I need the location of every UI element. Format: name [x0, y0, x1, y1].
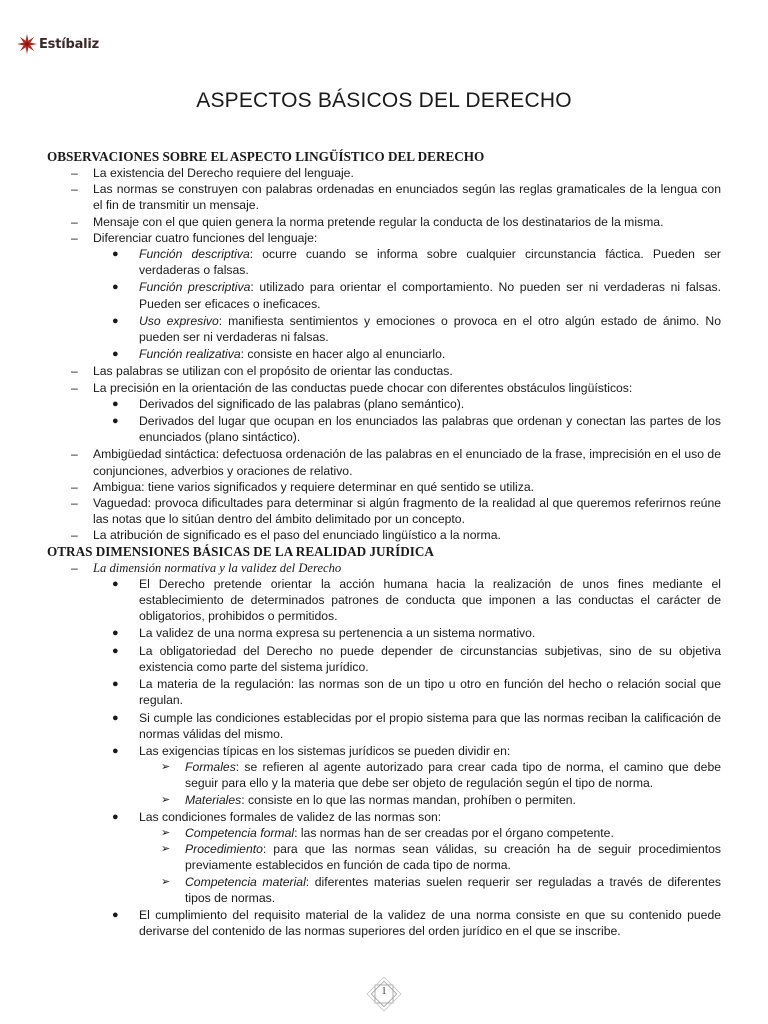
list-item: ● El Derecho pretende orientar la acción humana hacia la realización de unos fines mediante el establecimiento de determinados patrones de conducta que imponen a las conductas el carácter de obligatorios, prohibidos o permitidos. — [112, 576, 721, 624]
list-item: ● Derivados del significado de las palabras (plano semántico). — [112, 396, 465, 411]
list-item: – Diferenciar cuatro funciones del lenguaje: ● Función descriptiva: ocurre cuando se informa sobre cualquier circunstancia fáctica. Pueden ser verdaderas o falsas. ● Función prescriptiva: utilizado para orientar el comportamiento. No pueden ser ni verdaderas ni falsas. Pueden ser eficaces o ineficaces. ● Uso expresivo: manifiesta sentimientos y emociones o provoca en el otro algún estado de ánimo. No pueden ser ni verdaderas ni falsas. ● Función realizativa: consiste en hacer algo al enunciarlo. — [71, 230, 721, 362]
list-item: – La dimensión normativa y la validez del Derecho ● El Derecho pretende orientar la acción humana hacia la realización de unos fines mediante el establecimiento de determinados patrones de conducta que imponen a las conductas el carácter de obligatorios, prohibidos o permitidos. ● La validez de una norma expresa su pertenencia a un sistema normativo. ● La obligatoriedad del Derecho no puede depender de circunstancias subjetivas, sino de su objetiva existencia como parte del sistema jurídico. ● La materia de la regulación: las normas son de un tipo u otro en función del hecho o relación social que regulan. ● Si cumple las condiciones establecidas por el propio sistema para que las normas reciban la calificación de normas válidas del mismo. ● Las exigencias típicas en los sistemas jurídicos se pueden dividir en: ➢ Formales: se refieren al agente autorizado para crear cada tipo de norma, el camino que debe seguir para ello y la materia que debe ser objeto de regulación según el tipo de norma. ➢ Materiales: consiste en lo que las normas mandan, prohíben o permiten. ● Las condiciones formales de validez de las normas son: ➢ Competencia formal: las normas han de ser creadas por el órgano competente. ➢ Procedimiento: para que las normas sean válidas, su creación ha de seguir procedimientos previamente establecidos en función de cada tipo de norma. ➢ Competencia material: diferentes materias suelen requerir ser reguladas a través de diferentes tipos de normas. ● El cumplimiento del requisito material de la validez de una norma consiste en que su contenido puede derivarse del contenido de las normas superiores del orden jurídico en el que se inscribe. — [71, 560, 721, 939]
list-item: ➢ Competencia formal: las normas han de ser creadas por el órgano competente. — [161, 825, 614, 840]
page-title: ASPECTOS BÁSICOS DEL DERECHO — [196, 89, 572, 112]
document-body — [47, 149, 721, 940]
list-item: ● El cumplimiento del requisito material de la validez de una norma consiste en que su contenido puede derivarse del contenido de las normas superiores del orden jurídico en el que se inscribe. — [112, 907, 721, 939]
star-flower-icon — [16, 33, 38, 55]
brand-logo — [16, 30, 99, 58]
conditions-list — [139, 825, 721, 906]
requirements-list — [139, 759, 721, 808]
section2-list — [47, 560, 721, 940]
list-item: ● La obligatoriedad del Derecho no puede depender de circunstancias subjetivas, sino de su objetiva existencia como parte del sistema jurídico. — [112, 643, 721, 674]
list-item: – Ambigüedad sintáctica: defectuosa ordenación de las palabras en el enunciado de la frase, imprecisión en el uso de conjunciones, adverbios y oraciones de relativo. — [71, 447, 721, 478]
subheading: La dimensión normativa y la validez del Derecho — [93, 560, 342, 575]
list-item: – La precisión en la orientación de las conductas puede chocar con diferentes obstáculos lingüísticos: ● Derivados del significado de las palabras (plano semántico). ● Derivados del lugar que ocupan en los enunciados las palabras que ordenan y conectan las partes de los enunciados (plano sintáctico). — [71, 380, 721, 445]
list-item: ➢ Materiales: consiste en lo que las normas mandan, prohíben o permiten. — [161, 792, 576, 807]
section-heading-linguistic: OBSERVACIONES SOBRE EL ASPECTO LINGÜÍSTICO DEL DERECHO — [47, 149, 485, 164]
list-item: ➢ Procedimiento: para que las normas sean válidas, su creación ha de seguir procedimientos previamente establecidos en función de cada tipo de norma. — [161, 842, 721, 873]
list-item: – La existencia del Derecho requiere del lenguaje. — [71, 166, 354, 180]
list-item: ● Función descriptiva: ocurre cuando se informa sobre cualquier circunstancia fáctica. Pueden ser verdaderas o falsas. — [112, 247, 721, 278]
page-number — [366, 976, 402, 1012]
list-item: – Las palabras se utilizan con el propósito de orientar las conductas. — [71, 364, 453, 379]
list-item: ● Uso expresivo: manifiesta sentimientos y emociones o provoca en el otro algún estado de ánimo. No pueden ser ni verdaderas ni falsas. — [112, 313, 721, 345]
list-item: ● La validez de una norma expresa su pertenencia a un sistema normativo. — [112, 626, 536, 641]
normative-dimension-list — [93, 576, 721, 939]
obstacles-list — [93, 396, 721, 446]
list-item: – Mensaje con el que quien genera la norma pretende regular la conducta de los destinatarios de la misma. — [71, 214, 664, 229]
list-item: ● La materia de la regulación: las normas son de un tipo u otro en función del hecho o relación social que regulan. — [112, 677, 721, 708]
list-item: ➢ Competencia material: diferentes materias suelen requerir ser reguladas a través de diferentes tipos de normas. — [161, 874, 721, 905]
list-item: ● Derivados del lugar que ocupan en los enunciados las palabras que ordenan y conectan las partes de los enunciados (plano sintáctico). — [112, 414, 721, 445]
list-item: – Ambigua: tiene varios significados y requiere determinar en qué sentido se utiliza. — [71, 479, 535, 494]
list-item: ● Si cumple las condiciones establecidas por el propio sistema para que las normas reciban la calificación de normas válidas del mismo. — [112, 710, 721, 741]
list-item: ➢ Formales: se refieren al agente autorizado para crear cada tipo de norma, el camino que debe seguir para ello y la materia que debe ser objeto de regulación según el tipo de norma. — [161, 760, 721, 791]
page-number-text: 1 — [381, 986, 387, 997]
list-item: – Las normas se construyen con palabras ordenadas en enunciados según las reglas gramaticales de la lengua con el fin de transmitir un mensaje. — [71, 182, 721, 213]
section1-list — [47, 165, 721, 544]
list-item: ● Función prescriptiva: utilizado para orientar el comportamiento. No pueden ser ni verdaderas ni falsas. Pueden ser eficaces o ineficaces. — [112, 280, 721, 311]
list-item: ● Función realizativa: consiste en hacer algo al enunciarlo. — [112, 347, 446, 362]
list-item: – Vaguedad: provoca dificultades para determinar si algún fragmento de la realidad al que queremos referirnos reúne las notas que lo sitúan dentro del ámbito delimitado por un concepto. — [71, 496, 721, 527]
list-item: ● Las exigencias típicas en los sistemas jurídicos se pueden dividir en: ➢ Formales: se refieren al agente autorizado para crear cada tipo de norma, el camino que debe seguir para ello y la materia que debe ser objeto de regulación según el tipo de norma. ➢ Materiales: consiste en lo que las normas mandan, prohíben o permiten. — [112, 743, 721, 807]
list-item: ● Las condiciones formales de validez de las normas son: ➢ Competencia formal: las normas han de ser creadas por el órgano competente. ➢ Procedimiento: para que las normas sean válidas, su creación ha de seguir procedimientos previamente establecidos en función de cada tipo de norma. ➢ Competencia material: diferentes materias suelen requerir ser reguladas a través de diferentes tipos de normas. — [112, 809, 721, 905]
language-functions-list — [93, 246, 721, 362]
section-heading-legal-reality: OTRAS DIMENSIONES BÁSICAS DE LA REALIDAD JURÍDICA — [47, 543, 434, 559]
list-item: – La atribución de significado es el paso del enunciado lingüístico a la norma. — [71, 528, 501, 543]
brand-name: Estíbaliz — [39, 36, 100, 52]
